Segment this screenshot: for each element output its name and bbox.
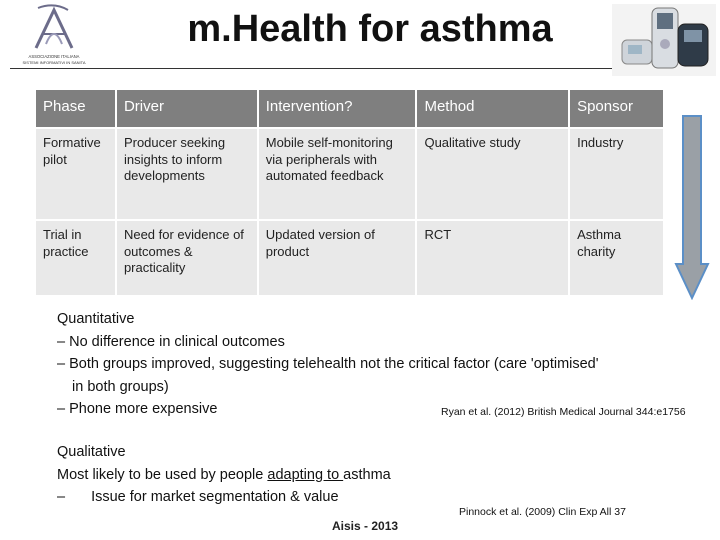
reference-citation: Pinnock et al. (2009) Clin Exp All 37 [459,506,626,518]
table-cell: Formative pilot [36,128,116,220]
table-cell: Trial in practice [36,220,116,296]
mobile-devices-photo [612,4,716,76]
svg-text:SISTEMI INFORMATIVI IN SANITA: SISTEMI INFORMATIVI IN SANITA [22,60,86,65]
quantitative-bullet-continuation: in both groups) [72,378,169,395]
quantitative-findings [57,308,677,421]
qualitative-underlined-text: adapting to [267,466,344,483]
table-row [36,220,664,296]
table-cell: Producer seeking insights to inform developments [116,128,258,220]
table-header-row [36,90,664,128]
reference-citation: Ryan et al. (2012) British Medical Journal 344:e1756 [441,406,686,418]
slide-title: m.Health for asthma [187,8,553,50]
table-cell: Updated version of product [258,220,417,296]
footer-label: Aisis - 2013 [332,519,399,533]
qualitative-text: Most likely to be used by people [57,466,268,483]
study-phases-table [36,90,665,297]
header-intervention: Intervention? [258,90,417,128]
arrow-down-icon [674,114,710,300]
quantitative-heading: Quantitative [57,311,135,327]
quantitative-bullet: – Both groups improved, suggesting telehealth not the critical factor (care 'optimised' [57,356,599,372]
qualitative-line [57,464,477,487]
table-cell: Asthma charity [569,220,664,296]
qualitative-text: asthma [343,466,391,483]
qualitative-bullet-text: Issue for market segmentation & value [91,489,339,505]
header-method: Method [416,90,569,128]
qualitative-heading: Qualitative [57,444,126,460]
bullet-dash: – [57,489,66,505]
quantitative-bullet: – No difference in clinical outcomes [57,333,285,350]
table-cell: Mobile self-monitoring via peripherals with automated feedback [258,128,417,220]
qualitative-bullet [57,486,477,509]
header-phase: Phase [36,90,116,128]
header-driver: Driver [116,90,258,128]
aisis-logo [8,4,100,70]
header-sponsor: Sponsor [569,90,664,128]
table-cell: Industry [569,128,664,220]
table-row [36,128,664,220]
table-cell: RCT [416,220,569,296]
title-divider [10,68,712,69]
qualitative-findings [57,441,477,509]
table-cell: Need for evidence of outcomes & practicality [116,220,258,296]
table-cell: Qualitative study [416,128,569,220]
quantitative-bullet: – Phone more expensive [57,401,218,417]
svg-text:ASSOCIAZIONE ITALIANA: ASSOCIAZIONE ITALIANA [28,54,80,59]
